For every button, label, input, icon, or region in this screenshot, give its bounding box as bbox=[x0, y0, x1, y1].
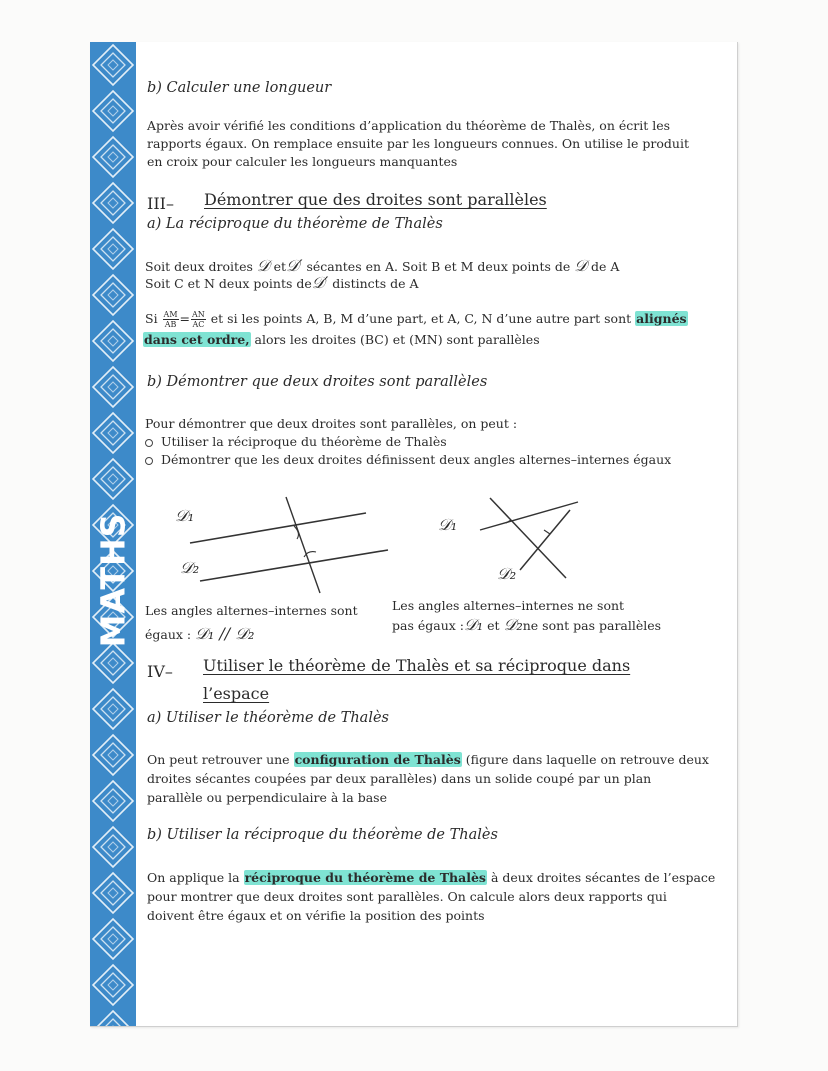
subsection-title-III-a: a) La réciproque du théorème de Thalès bbox=[147, 216, 443, 232]
handwritten-D-prime: 𝒟′ bbox=[311, 273, 329, 292]
paragraph-line-IV-a-3: parallèle ou perpendiculaire à la base bbox=[147, 790, 387, 805]
paragraph-line: Après avoir vérifié les conditions d’application du théorème de Thalès, on écrit les bbox=[147, 118, 671, 133]
highlight-configuration: configuration de Thalès bbox=[294, 752, 461, 767]
bullet-item: Démontrer que les deux droites définissent deux angles alternes–internes égaux bbox=[145, 452, 671, 468]
label-d2: 𝒟₂ bbox=[180, 558, 200, 577]
subsection-title-III-b: b) Démontrer que deux droites sont parallèles bbox=[147, 374, 488, 390]
line-d1 bbox=[190, 513, 366, 543]
bullet-circle-icon bbox=[145, 457, 153, 465]
highlight-alignes: alignés bbox=[636, 311, 687, 326]
caption-left-line1: Les angles alternes–internes sont bbox=[145, 603, 358, 618]
paragraph-intro: Pour démontrer que deux droites sont parallèles, on peut : bbox=[145, 416, 518, 431]
label-d1: 𝒟₁ bbox=[175, 506, 195, 525]
paragraph-line-III-a-2: Soit C et N deux points de𝒟′ distincts de A bbox=[145, 273, 419, 292]
fraction-am-ab: $\frac{AM}{AB}$ bbox=[163, 310, 178, 329]
section-number-IV: IV– bbox=[147, 662, 173, 681]
paragraph-line: en croix pour calculer les longueurs manquantes bbox=[147, 154, 458, 169]
handwritten-d2: 𝒟₂ bbox=[503, 615, 523, 634]
bullet-item: Utiliser la réciproque du théorème de Thalès bbox=[145, 434, 447, 450]
caption-right-line1: Les angles alternes–internes ne sont bbox=[392, 598, 625, 613]
paragraph-line: rapports égaux. On remplace ensuite par les longueurs connues. On utilise le produit bbox=[147, 136, 689, 151]
highlight-reciproque: réciproque du théorème de Thalès bbox=[244, 870, 486, 885]
section-number-III: III– bbox=[147, 194, 174, 213]
paragraph-line-IV-a-1: On peut retrouver une configuration de Thalès (figure dans laquelle on retrouve deux bbox=[147, 752, 709, 767]
line-secant bbox=[480, 502, 578, 530]
section-title-IV-line2: l’espace bbox=[203, 684, 270, 703]
paragraph-line-III-a-4: dans cet ordre, alors les droites (BC) et (MN) sont parallèles bbox=[144, 332, 540, 347]
paragraph-line-IV-b-1: On applique la réciproque du théorème de Thalès à deux droites sécantes de l’espace bbox=[147, 870, 716, 885]
handwritten-D: 𝒟 bbox=[574, 256, 588, 275]
label-d1: 𝒟₁ bbox=[438, 515, 458, 534]
sidebar-label: MATHS bbox=[93, 512, 133, 648]
paragraph-line-IV-b-2: pour montrer que deux droites sont parallèles. On calcule alors deux rapports qui bbox=[147, 889, 667, 904]
handwritten-d1: 𝒟₁ bbox=[463, 615, 484, 634]
angle-mark bbox=[294, 526, 298, 539]
handwritten-D-prime: 𝒟′ bbox=[286, 256, 303, 275]
line-secant bbox=[286, 497, 320, 593]
line-d2 bbox=[200, 550, 388, 581]
subsection-title-calc: b) Calculer une longueur bbox=[147, 80, 332, 96]
paragraph-line-III-a-3: Si $\frac{AM}{AB}$ = $\frac{AN}{AC}$ et si les points A, B, M d’une part, et A, C, N d’une autre part sont alignés bbox=[145, 310, 687, 329]
figure-non-parallel-lines bbox=[470, 490, 590, 590]
handwritten-D: 𝒟 bbox=[256, 256, 270, 275]
subsection-title-IV-a: a) Utiliser le théorème de Thalès bbox=[147, 710, 389, 726]
section-title-III: Démontrer que des droites sont parallèles bbox=[204, 190, 547, 209]
paragraph-line-III-a-1: Soit deux droites 𝒟 et𝒟′ sécantes en A. Soit B et M deux points de 𝒟 de A bbox=[145, 256, 620, 275]
fraction-an-ac: $\frac{AN}{AC}$ bbox=[192, 310, 205, 329]
label-d2: 𝒟₂ bbox=[497, 564, 517, 583]
tick-mark bbox=[544, 530, 550, 534]
bullet-circle-icon bbox=[145, 439, 153, 447]
line-d2 bbox=[520, 510, 570, 570]
highlight-ordre: dans cet ordre, bbox=[144, 332, 250, 347]
section-title-IV-line1: Utiliser le théorème de Thalès et sa réciproque dans bbox=[203, 656, 631, 675]
subsection-title-IV-b: b) Utiliser la réciproque du théorème de Thalès bbox=[147, 827, 498, 843]
handwritten-parallel: 𝒟₁ // 𝒟₂ bbox=[195, 624, 255, 643]
paragraph-line-IV-b-3: doivent être égaux et on vérifie la position des points bbox=[147, 908, 485, 923]
figure-parallel-lines bbox=[170, 495, 400, 595]
paragraph-line-IV-a-2: droites sécantes coupées par deux parallèles) dans un solide coupé par un plan bbox=[147, 771, 652, 786]
caption-right-line2: pas égaux :𝒟₁ et 𝒟₂ne sont pas parallèles bbox=[392, 615, 662, 634]
caption-left-line2: égaux : 𝒟₁ // 𝒟₂ bbox=[145, 624, 255, 643]
